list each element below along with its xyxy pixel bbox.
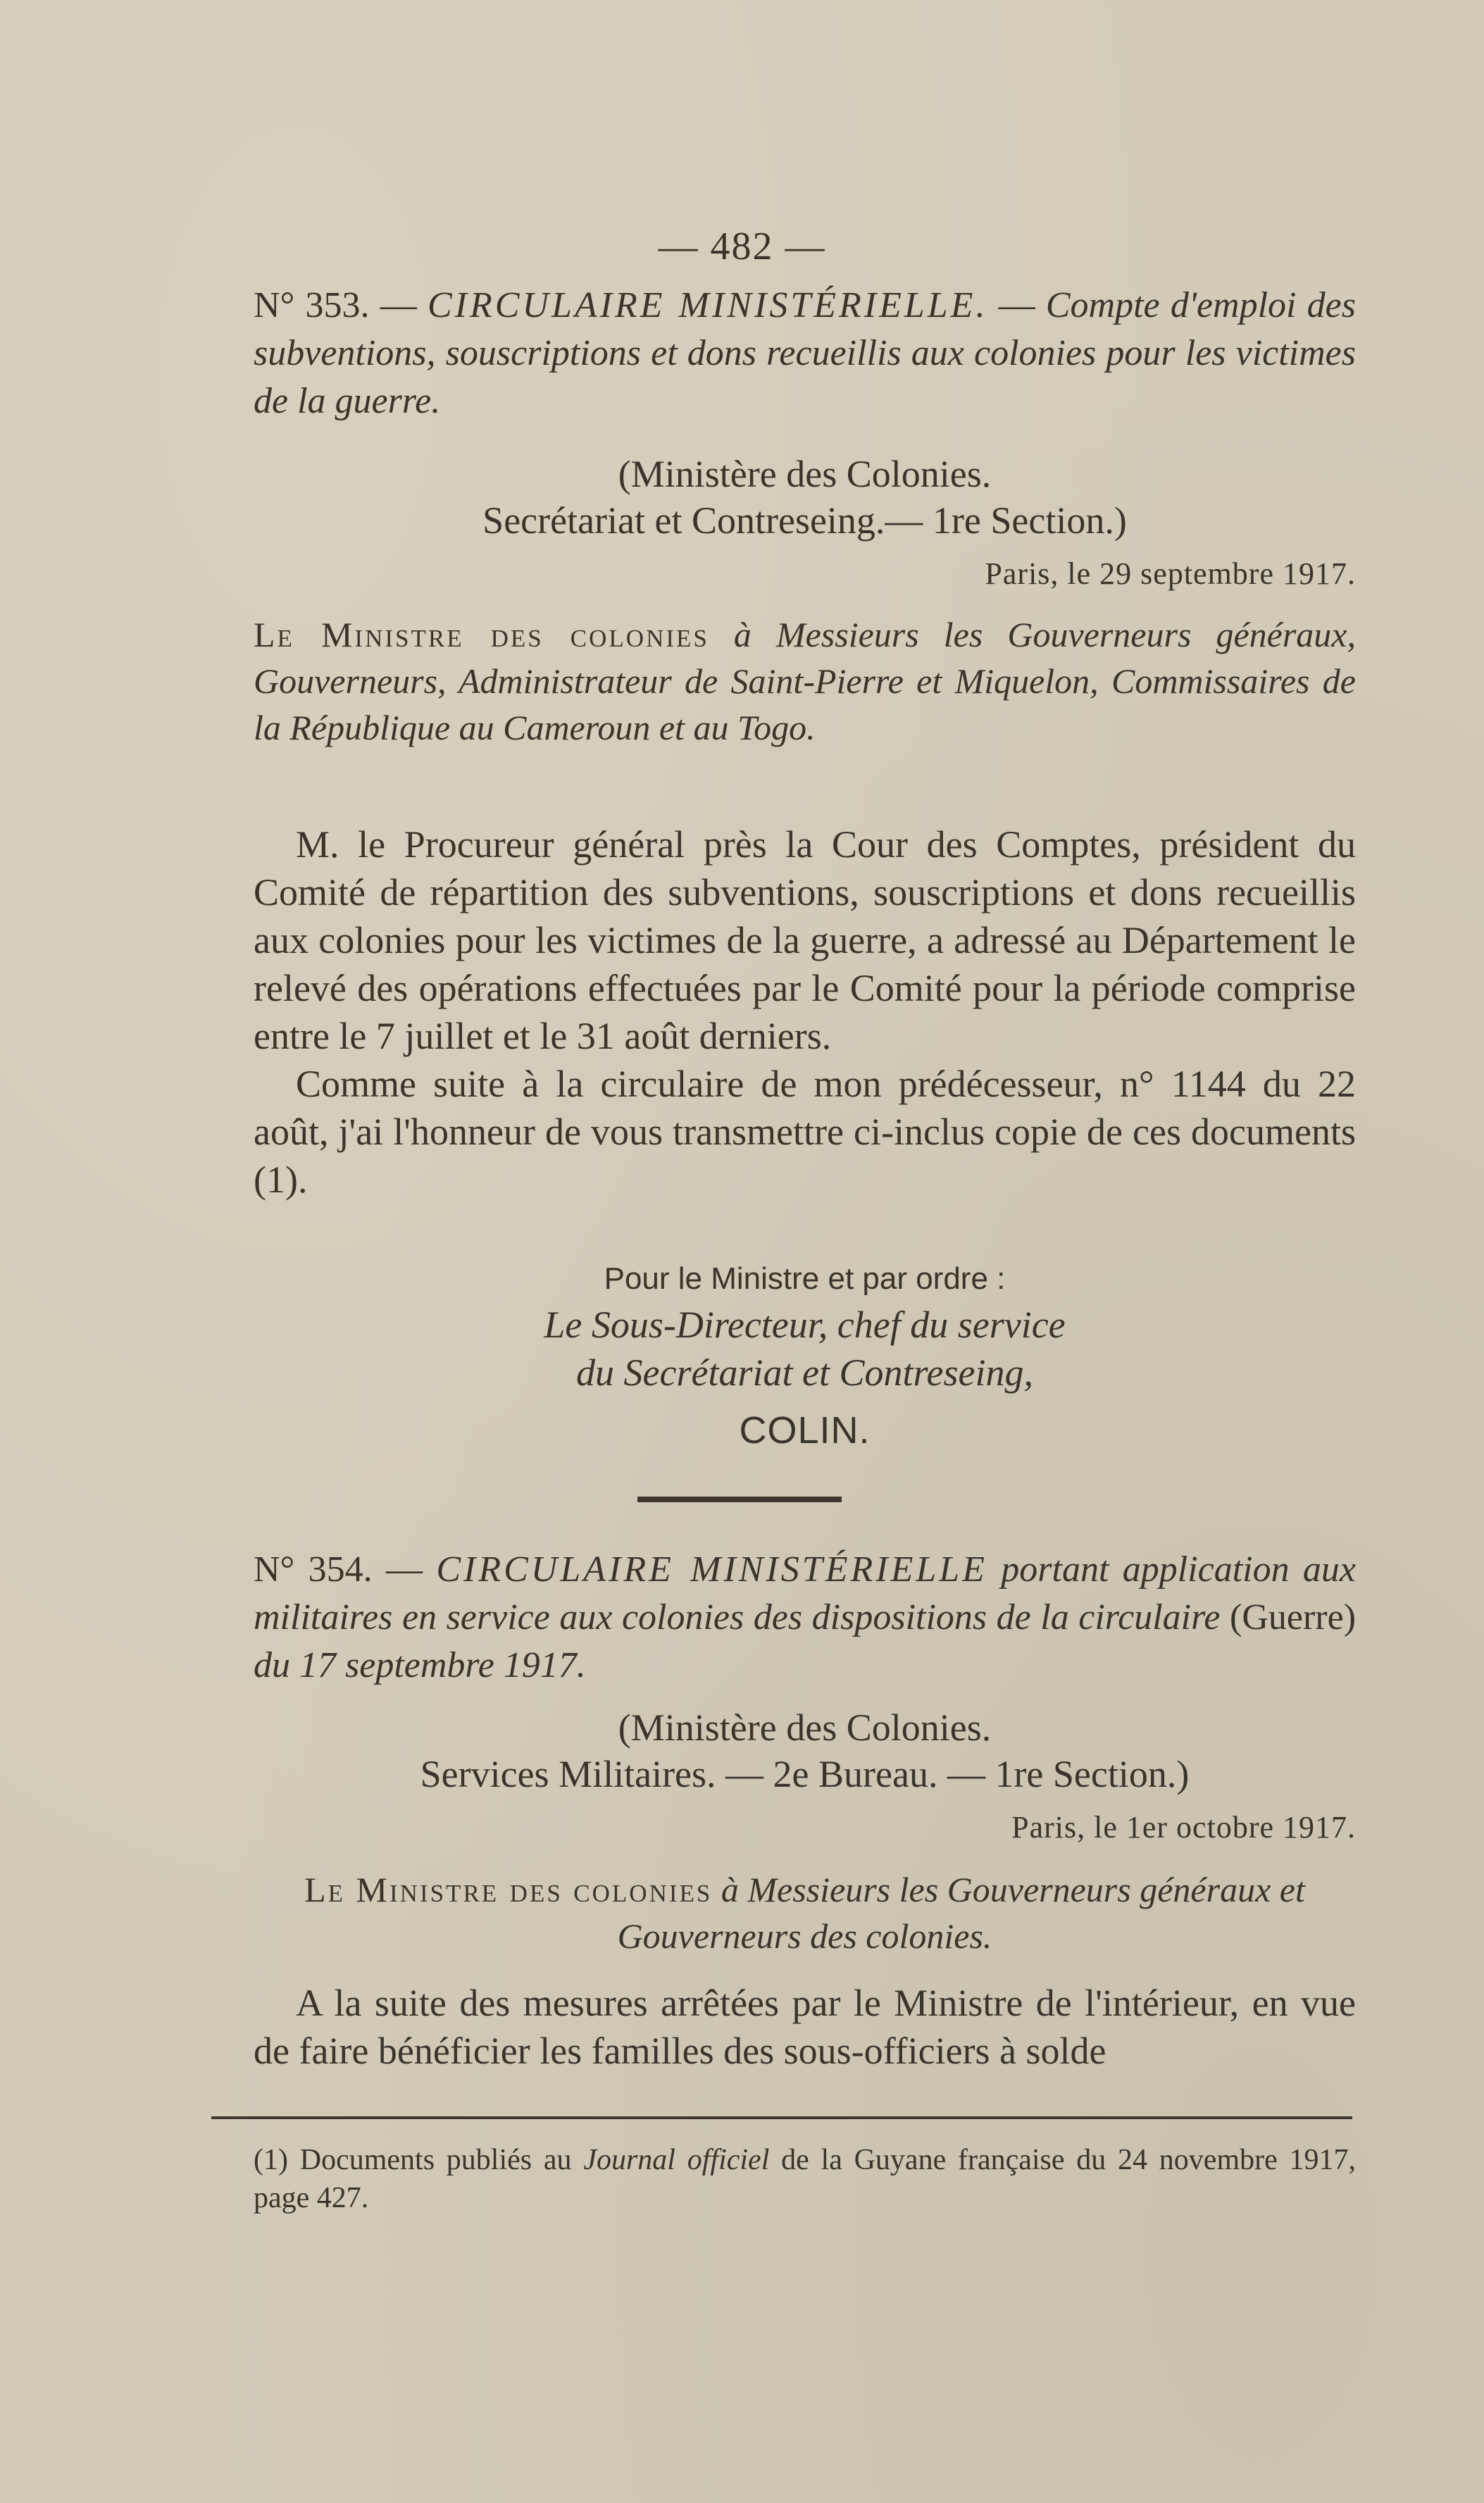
circular-354-subject-c: du 17 septembre 1917. [254,1645,586,1685]
circular-353-paragraph-1: M. le Procureur général près la Cour des Comptes, président du Comité de répartition des subventions, souscriptions et dons recueillis aux colonies pour les victimes de la guerre, a adressé au Département le relevé des opérations effectuées par le Comité pour la période comprise entre le 7 juillet et le 31 août derniers. [254,823,1356,1057]
circular-353-address-caps: Le Ministre des colonies [254,615,709,654]
footnote-text-c: de la Guyane française du 24 novembre 1917, page 427. [254,2144,1357,2214]
circular-354-address [254,1866,1356,1959]
circular-353-ministry-line1: (Ministère des Colonies. [618,453,992,495]
circular-354-subject-b: (Guerre) [1230,1597,1357,1637]
footnote-marker: (1) [254,2144,288,2176]
circular-353-ministry-line2: Secrétariat et Contreseing.— 1re Section.) [482,499,1127,542]
circular-354-address-rest: à Messieurs les Gouverneurs généraux et Gouverneurs des colonies. [617,1870,1305,1956]
circular-353-ministry [254,451,1356,544]
circular-354-address-block [254,1866,1356,1959]
circular-354-dateline: Paris, le 1er octobre 1917. [1011,1810,1356,1845]
circular-353-paragraph-2: Comme suite à la circulaire de mon prédécesseur, n° 1144 du 22 août, j'ai l'honneur de vous transmettre ci-inclus copie de ces documents (1). [254,1063,1356,1201]
signature-line-1: Pour le Ministre et par ordre : [604,1261,1006,1296]
section-divider [637,1497,842,1502]
circular-354-ministry-line1: (Ministère des Colonies. [618,1706,992,1749]
circular-353-address [254,611,1356,751]
footnote-journal: Journal officiel [583,2144,770,2176]
signature-line-3: du Secrétariat et Contreseing, [576,1352,1033,1394]
circular-353-signature [254,1257,1356,1456]
circular-353-number: N° 353. — [254,285,417,325]
circular-354-paragraph-1: A la suite des mesures arrêtées par le Ministre de l'intérieur, en vue de faire bénéficier les familles des sous-officiers à solde [254,1982,1356,2072]
footnote-text-a: Documents publiés au [299,2144,572,2176]
circular-353 [254,282,1356,425]
page-number: — 482 — [658,225,826,268]
circular-353-heading [254,282,1356,425]
signature-line-2: Le Sous-Directeur, chef du service [544,1304,1066,1346]
circular-353-body [254,820,1356,1204]
circular-354-heading [254,1546,1356,1690]
circular-353-dateline: Paris, le 29 septembre 1917. [985,556,1356,591]
circular-354-subject-a: portant application aux militaires en service aux colonies des dispositions de la circulaire [254,1549,1357,1637]
circular-353-address-block [254,611,1356,751]
circular-354 [254,1546,1356,1690]
circular-354-dateline-block [254,1806,1356,1849]
footnote-rule [211,2116,1352,2119]
circular-354-address-caps: Le Ministre des colonies [304,1870,713,1909]
footnote-block [254,2141,1356,2217]
circular-354-ministry [254,1704,1356,1797]
circular-353-dash: — [998,285,1035,325]
circular-353-title: CIRCULAIRE MINISTÉRIELLE. [427,285,988,325]
circular-353-dateline-block [254,553,1356,595]
circular-353-subject: Compte d'emploi des subventions, souscriptions et dons recueillis aux colonies pour les victimes de la guerre. [254,285,1356,421]
circular-354-title: CIRCULAIRE MINISTÉRIELLE [436,1549,987,1590]
circular-354-number: N° 354. — [254,1549,423,1590]
circular-354-ministry-line2: Services Militaires. — 2e Bureau. — 1re Section.) [420,1753,1190,1795]
signature-name: COLIN. [739,1409,871,1452]
footnote [254,2141,1356,2217]
circular-354-body [254,1979,1356,2075]
circular-353-address-rest: à Messieurs les Gouverneurs généraux, Gouverneurs, Administrateur de Saint-Pierre et Miquelon, Commissaires de la République au Cameroun et au Togo. [254,615,1356,747]
